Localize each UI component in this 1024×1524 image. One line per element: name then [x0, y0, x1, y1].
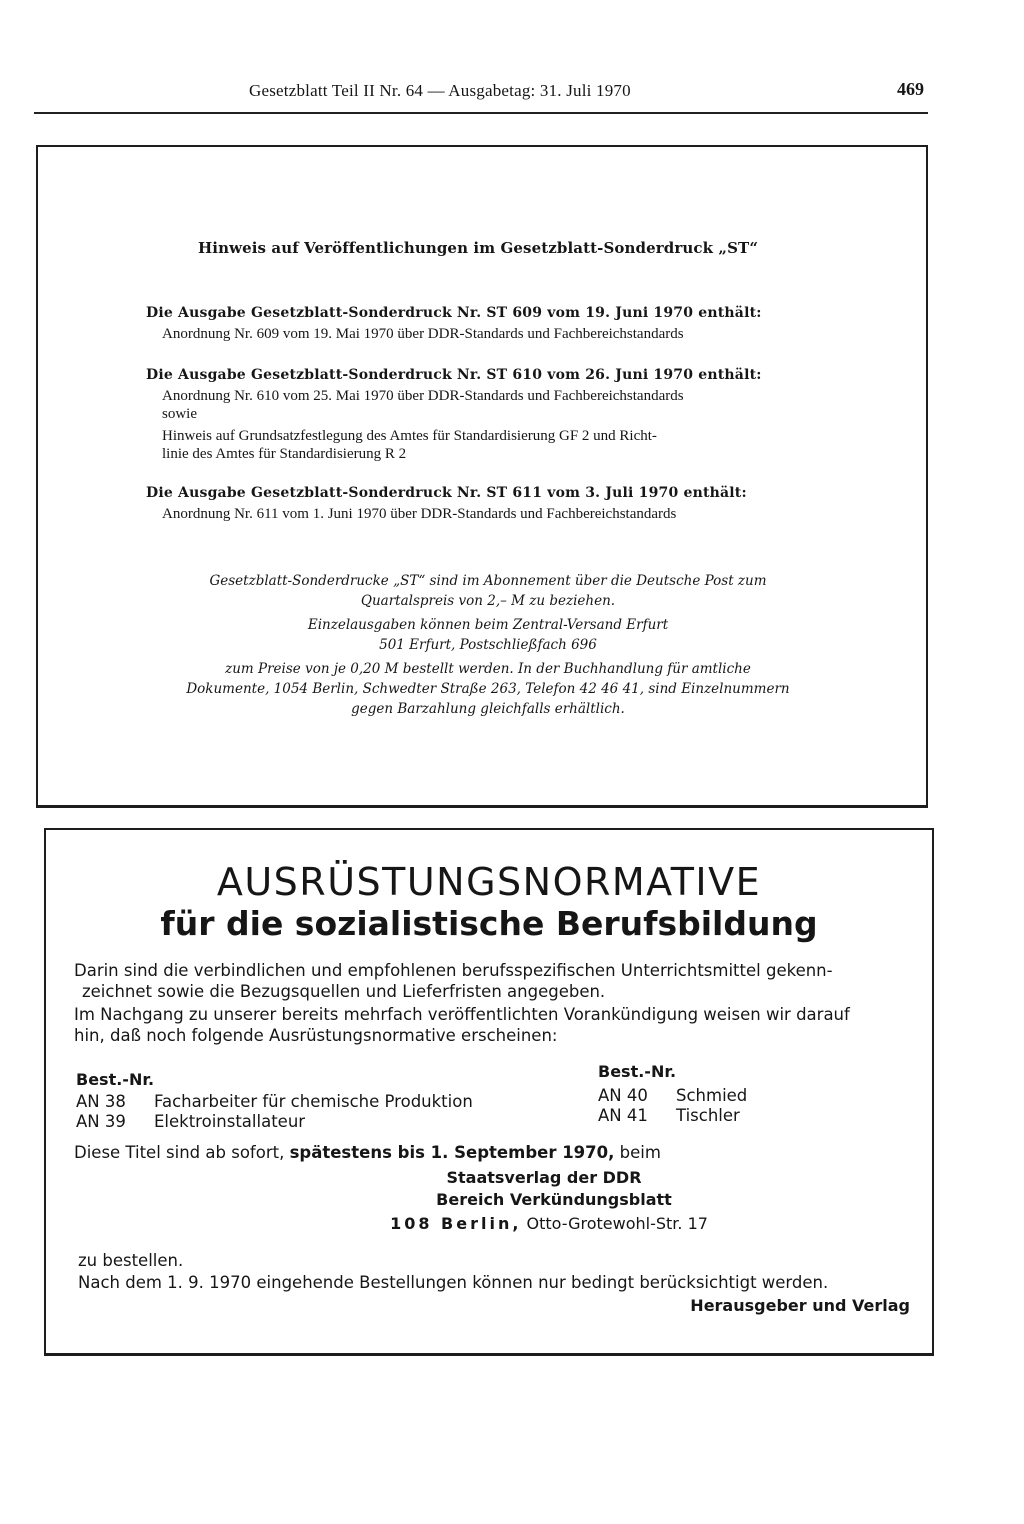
bestnr-code: AN 40 [598, 1086, 648, 1105]
issue-line: Anordnung Nr. 609 vom 19. Mai 1970 über DDR-Standards und Fachbereichstandards [162, 326, 684, 342]
single-issue-line: Einzelausgaben können beim Zentral-Versand Erfurt [307, 617, 669, 633]
deadline-line: Nach dem 1. 9. 1970 eingehende Bestellungen können nur bedingt berücksichtigt werden. [78, 1273, 829, 1292]
paragraph-line: Darin sind die verbindlichen und empfohlenen berufsspezifischen Unterrichtsmittel gekenn- [74, 961, 833, 980]
page-number: 469 [897, 79, 924, 99]
publisher-name: Staatsverlag der DDR [446, 1168, 642, 1187]
availability-deadline: spätestens bis 1. September 1970, [289, 1143, 615, 1162]
single-issue-line: Dokumente, 1054 Berlin, Schwedter Straße 263, Telefon 42 46 41, sind Einzelnummern [186, 681, 790, 697]
sonderdruck-notice-box [36, 145, 928, 808]
paragraph-line: zeichnet sowie die Bezugsquellen und Lieferfristen angegeben. [82, 982, 606, 1001]
subscription-line: Gesetzblatt-Sonderdrucke „ST“ sind im Abonnement über die Deutsche Post zum [209, 573, 767, 589]
issue-line: Anordnung Nr. 610 vom 25. Mai 1970 über DDR-Standards und Fachbereichstandards [162, 388, 684, 404]
bestnr-title: Schmied [676, 1086, 748, 1105]
single-issue-note [148, 615, 828, 719]
paragraph-line: hin, daß noch folgende Ausrüstungsnormative erscheinen: [74, 1026, 558, 1045]
bestnr-label-left: Best.-Nr. [76, 1070, 155, 1089]
ausruestungsnormative-ad [44, 828, 934, 1356]
bestnr-code: AN 39 [76, 1112, 126, 1131]
header-rule [34, 112, 928, 114]
bestnr-title: Tischler [676, 1106, 740, 1125]
bestnr-row [76, 1092, 473, 1111]
publisher-street: Otto-Grotewohl-Str. 17 [526, 1214, 708, 1233]
issue-st-610 [146, 367, 846, 463]
availability-prefix: Diese Titel sind ab sofort, [74, 1143, 285, 1162]
issue-header: Die Ausgabe Gesetzblatt-Sonderdruck Nr. ST 610 vom 26. Juni 1970 enthält: [146, 367, 762, 383]
subscription-line: Quartalspreis von 2,– M zu beziehen. [360, 593, 616, 609]
publisher-signature: Herausgeber und Verlag [690, 1296, 910, 1315]
bestnr-title: Facharbeiter für chemische Produktion [154, 1092, 473, 1111]
publisher-address [46, 1214, 932, 1233]
issue-line: Anordnung Nr. 611 vom 1. Juni 1970 über DDR-Standards und Fachbereichstandards [162, 506, 677, 522]
availability-suffix: beim [619, 1143, 661, 1162]
single-issue-line: zum Preise von je 0,20 M bestellt werden. In der Buchhandlung für amtliche [225, 661, 751, 677]
notice-heading: Hinweis auf Veröffentlichungen im Gesetzblatt-Sonderdruck „ST“ [198, 239, 759, 257]
issue-st-611 [146, 485, 846, 523]
issue-header: Die Ausgabe Gesetzblatt-Sonderdruck Nr. ST 609 vom 19. Juni 1970 enthält: [146, 305, 762, 321]
ad-intro-paragraph [74, 960, 909, 1002]
issue-st-609 [146, 305, 846, 343]
header-title: Gesetzblatt Teil II Nr. 64 — Ausgabetag: 31. Juli 1970 [249, 81, 631, 100]
order-line: zu bestellen. [78, 1251, 184, 1270]
page-header [34, 78, 928, 110]
availability-line [74, 1142, 909, 1163]
bestnr-code: AN 41 [598, 1106, 648, 1125]
issue-line: sowie [162, 406, 197, 422]
ad-announcement-paragraph [74, 1004, 909, 1046]
single-issue-line: gegen Barzahlung gleichfalls erhältlich. [351, 701, 625, 717]
paragraph-line: Im Nachgang zu unserer bereits mehrfach veröffentlichten Vorankündigung weisen wir darauf [74, 1005, 850, 1024]
bestnr-row [76, 1112, 305, 1131]
bestnr-code: AN 38 [76, 1092, 126, 1111]
bestnr-row [598, 1086, 747, 1105]
publisher-department: Bereich Verkündungsblatt [436, 1190, 672, 1209]
single-issue-line: 501 Erfurt, Postschließfach 696 [379, 637, 597, 653]
bestnr-title: Elektroinstallateur [154, 1112, 306, 1131]
ad-title: AUSRÜSTUNGSNORMATIVE [216, 860, 762, 904]
issue-header: Die Ausgabe Gesetzblatt-Sonderdruck Nr. ST 611 vom 3. Juli 1970 enthält: [146, 485, 747, 501]
bestnr-row [598, 1106, 740, 1125]
bestnr-label-right: Best.-Nr. [598, 1062, 677, 1081]
issue-line: Hinweis auf Grundsatzfestlegung des Amtes für Standardisierung GF 2 und Richt- [162, 428, 657, 444]
subscription-note [148, 571, 828, 611]
issue-line: linie des Amtes für Standardisierung R 2 [162, 446, 407, 462]
publisher-city: 108 Berlin, [390, 1214, 522, 1233]
ad-subtitle: für die sozialistische Berufsbildung [160, 904, 818, 943]
